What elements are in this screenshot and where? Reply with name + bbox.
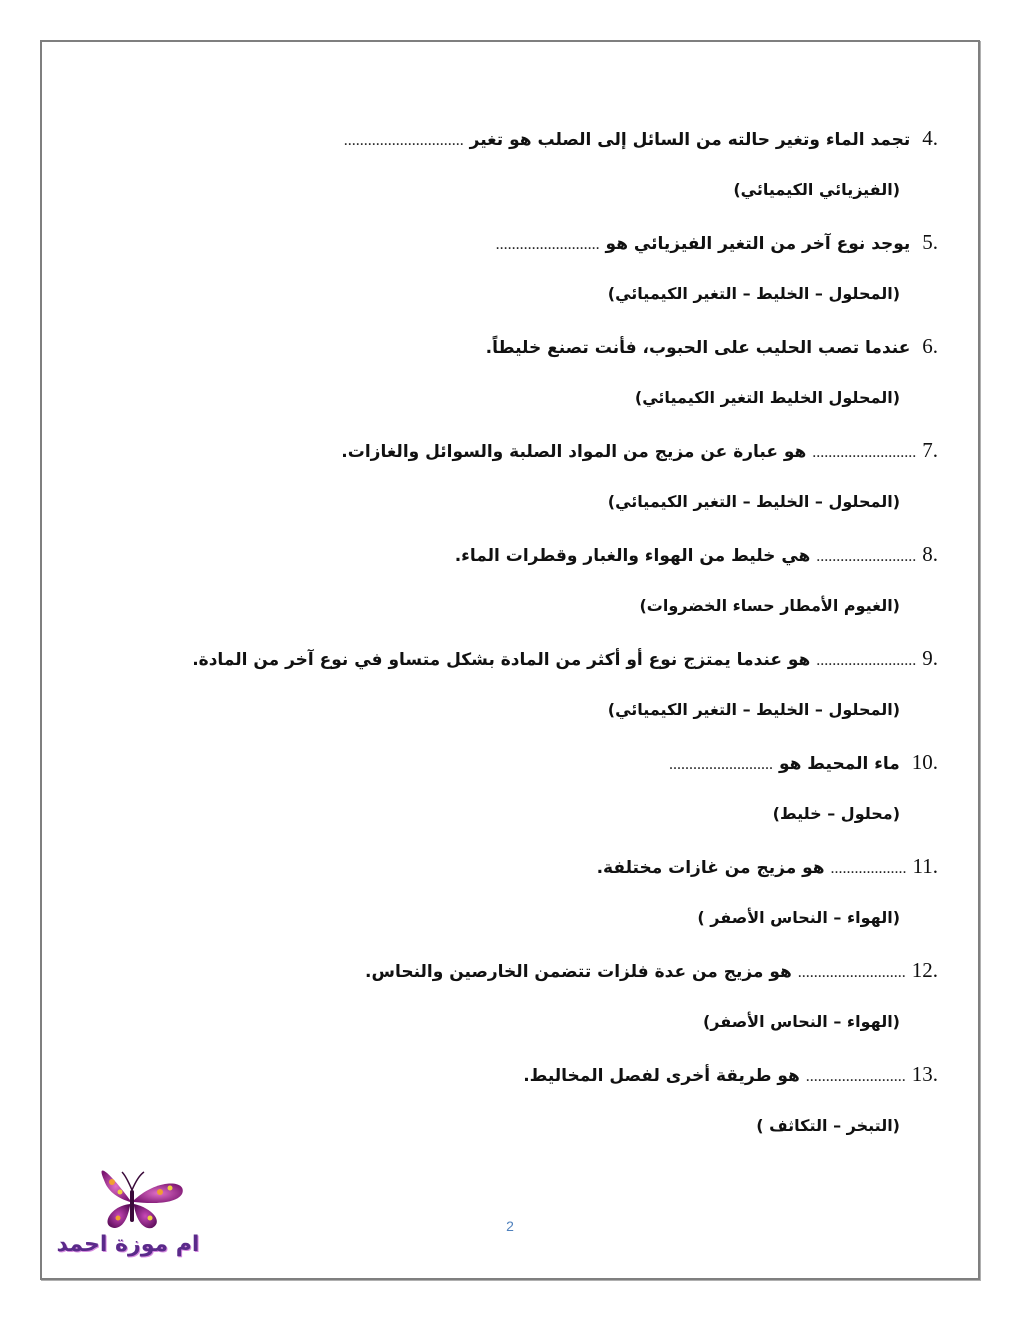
choices-10 (60, 796, 940, 848)
answer-blank[interactable]: ......................... (816, 548, 917, 565)
question-number: 10. (911, 750, 938, 774)
question-number: 8. (922, 542, 938, 566)
answer-choices: (المحلول – الخليط – التغير الكيميائي) (607, 700, 900, 719)
question-number: 9. (922, 646, 938, 670)
question-number: 7. (922, 438, 938, 462)
answer-blank[interactable]: ................... (830, 860, 907, 877)
question-line (60, 640, 940, 679)
question-list (60, 120, 940, 1160)
question-line (60, 536, 940, 575)
answer-choices: (المحلول – الخليط – التغير الكيميائي) (607, 284, 900, 303)
question-9 (60, 640, 940, 692)
choices-12 (60, 1004, 940, 1056)
answer-choices: (الهواء – النحاس الأصفر ) (697, 908, 900, 927)
question-text: هو مزيج من عدة فلزات تتضمن الخارصين والنحاس. (365, 962, 792, 982)
choices-7 (60, 484, 940, 536)
question-line (60, 952, 940, 991)
question-4 (60, 120, 940, 172)
question-number: 4. (922, 126, 938, 150)
answer-choices: (الغيوم الأمطار حساء الخضروات) (639, 596, 900, 615)
choices-6 (60, 380, 940, 432)
question-number: 12. (911, 958, 938, 982)
question-line (60, 224, 940, 263)
question-text: هو عندما يمتزج نوع أو أكثر من المادة بشكل متساو في نوع آخر من المادة. (192, 650, 811, 670)
question-12 (60, 952, 940, 1004)
question-13 (60, 1056, 940, 1108)
question-text: عندما تصب الحليب على الحبوب، فأنت تصنع خليطاً. (485, 338, 911, 358)
choices-11 (60, 900, 940, 952)
question-number: 11. (912, 854, 938, 878)
question-text: هي خليط من الهواء والغبار وقطرات الماء. (454, 546, 811, 566)
answer-blank[interactable]: ......................... (816, 652, 917, 669)
answer-choices: (التبخر – التكاثف ) (756, 1116, 900, 1135)
butterfly-logo (48, 1160, 208, 1260)
question-number: 13. (911, 1062, 938, 1086)
answer-blank[interactable]: .............................. (343, 132, 464, 149)
answer-choices: (محلول – خليط) (772, 804, 900, 823)
choices-4 (60, 172, 940, 224)
answer-choices: (المحلول الخليط التغير الكيميائي) (634, 388, 900, 407)
question-text: تجمد الماء وتغير حالته من السائل إلى الصلب هو تغير (469, 130, 911, 150)
choices-9 (60, 692, 940, 744)
question-10 (60, 744, 940, 796)
logo-text: ام موزة احمد (56, 1232, 200, 1257)
question-text: يوجد نوع آخر من التغير الفيزيائي هو (605, 234, 911, 254)
answer-blank[interactable]: ........................... (797, 964, 906, 981)
answer-choices: (الفيزيائي الكيميائي) (733, 180, 900, 199)
page-number: 2 (506, 1218, 514, 1234)
question-line (60, 848, 940, 887)
choices-5 (60, 276, 940, 328)
question-6 (60, 328, 940, 380)
question-line (60, 432, 940, 471)
answer-choices: (الهواء – النحاس الأصفر) (702, 1012, 900, 1031)
question-number: 5. (922, 230, 938, 254)
question-number: 6. (922, 334, 938, 358)
question-line (60, 120, 940, 159)
choices-8 (60, 588, 940, 640)
question-text: ماء المحيط هو (778, 754, 900, 774)
question-line (60, 328, 940, 367)
question-8 (60, 536, 940, 588)
question-text: هو عبارة عن مزيج من المواد الصلبة والسوائل والغازات. (341, 442, 807, 462)
choices-13 (60, 1108, 940, 1160)
answer-blank[interactable]: .......................... (669, 756, 774, 773)
question-5 (60, 224, 940, 276)
answer-blank[interactable]: .......................... (495, 236, 600, 253)
answer-blank[interactable]: .......................... (812, 444, 917, 461)
answer-choices: (المحلول – الخليط – التغير الكيميائي) (607, 492, 900, 511)
question-11 (60, 848, 940, 900)
question-line (60, 744, 940, 783)
answer-blank[interactable]: ......................... (805, 1068, 906, 1085)
question-7 (60, 432, 940, 484)
question-text: هو طريقة أخرى لفصل المخاليط. (523, 1066, 800, 1086)
question-text: هو مزيج من غازات مختلفة. (596, 858, 825, 878)
question-line (60, 1056, 940, 1095)
